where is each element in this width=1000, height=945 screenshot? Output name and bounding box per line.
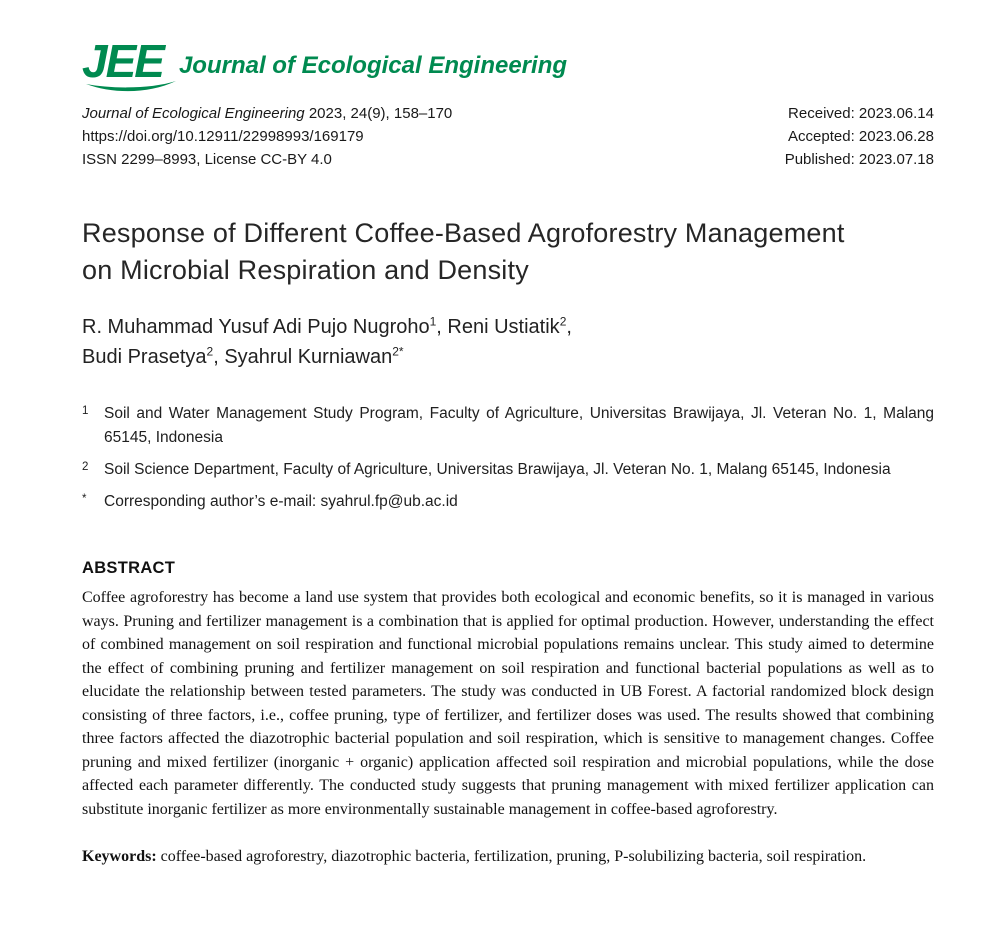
author-4: Syahrul Kurniawan$^{2*}$ xyxy=(224,344,404,369)
logo-row xyxy=(82,35,934,94)
dates-block xyxy=(785,102,934,172)
author-3: Budi Prasetya$^2$, xyxy=(82,344,225,369)
affiliation-2-text: Soil Science Department, Faculty of Agriculture, Universitas Brawijaya, Jl. Veteran No. 1, Malang 65145, Indonesia xyxy=(104,460,891,478)
affiliation-1-text: Soil and Water Management Study Program, Faculty of Agriculture, Universitas Brawijaya, Jl. Veteran No. 1, Malang 65145, Indonesia xyxy=(104,405,934,446)
keywords-label: Keywords: xyxy=(82,848,157,866)
keywords-line xyxy=(82,845,934,869)
affiliation-1 xyxy=(82,402,934,449)
corresponding-author-marker: * xyxy=(82,493,87,506)
citation-line xyxy=(82,102,452,125)
abstract-body: Coffee agroforestry has become a land use system that provides both ecological and economic benefits, so it is managed in various ways. Pruning and fertilizer management is a combination that is applied for optimal production. However, understanding the effect of combined management on soil respiration and functional microbial populations remains unclear. This study aimed to determine the effect of combining pruning and fertilizer management on soil respiration and functional bacterial populations as well as to elucidate the relationship between tested parameters. The study was conducted in UB Forest. A factorial randomized block design consisting of three factors, i.e., coffee pruning, type of fertilizer, and fertilizer doses was used. The results showed that combining three factors affected the diazotrophic bacterial population and soil respiration, which is sensitive to management changes. Coffee pruning and mixed fertilizer (inorganic + organic) application affected soil respiration and microbial populations, while the dose affected each parameter differently. The conducted study suggests that pruning management with mixed fertilizer application can substitute inorganic fertilizer as more environmentally sustainable management in coffee-based agroforestry. xyxy=(82,589,934,818)
abstract-section xyxy=(82,559,934,821)
citation-detail: 2023, 24(9), 158–170 xyxy=(304,104,453,122)
citation-journal-name: Journal of Ecological Engineering xyxy=(82,104,305,122)
affiliation-2 xyxy=(82,458,934,481)
article-front-matter xyxy=(82,215,934,869)
doi-line xyxy=(82,125,452,148)
affiliation-2-marker: 2 xyxy=(82,460,89,473)
article-meta xyxy=(82,102,934,172)
doi-link[interactable]: https://doi.org/10.12911/22998993/169179 xyxy=(82,127,364,145)
corresponding-author-text: Corresponding author’s e-mail: syahrul.fp@ub.ac.id xyxy=(104,493,458,511)
corresponding-author-line xyxy=(82,490,934,513)
article-title-line-1: Response of Different Coffee-Based Agroforestry Management xyxy=(82,218,845,249)
journal-name: Journal of Ecological Engineering xyxy=(178,51,568,79)
article-title-line-2: on Microbial Respiration and Density xyxy=(82,254,529,285)
author-4-affiliation-mark: 2* xyxy=(392,344,404,359)
author-2: Reni Ustiatik$^2$, xyxy=(447,314,572,339)
keywords-text: coffee-based agroforestry, diazotrophic bacteria, fertilization, pruning, P-solubilizing bacteria, soil respiration. xyxy=(156,848,867,866)
jee-logo xyxy=(82,35,163,94)
abstract-heading: ABSTRACT xyxy=(82,559,176,578)
author-1: R. Muhammad Yusuf Adi Pujo Nugroho$^1$, xyxy=(82,314,448,339)
author-2-affiliation-mark: 2 xyxy=(559,314,567,329)
logo-swoosh-icon xyxy=(85,80,177,93)
author-3-affiliation-mark: 2 xyxy=(206,344,214,359)
received-date: Received: 2023.06.14 xyxy=(788,104,934,122)
affiliation-1-marker: 1 xyxy=(82,405,89,418)
citation-block xyxy=(82,102,452,172)
journal-header xyxy=(82,35,934,171)
affiliation-list xyxy=(82,402,934,513)
accepted-date: Accepted: 2023.06.28 xyxy=(788,127,934,145)
published-date: Published: 2023.07.18 xyxy=(784,151,934,169)
corresponding-email-link[interactable]: syahrul.fp@ub.ac.id xyxy=(320,493,458,511)
jee-logo-text: JEE xyxy=(82,35,163,87)
issn-line: ISSN 2299–8993, License CC-BY 4.0 xyxy=(82,151,332,169)
article-title xyxy=(82,215,934,288)
author-1-affiliation-mark: 1 xyxy=(429,314,437,329)
author-list xyxy=(82,312,934,372)
